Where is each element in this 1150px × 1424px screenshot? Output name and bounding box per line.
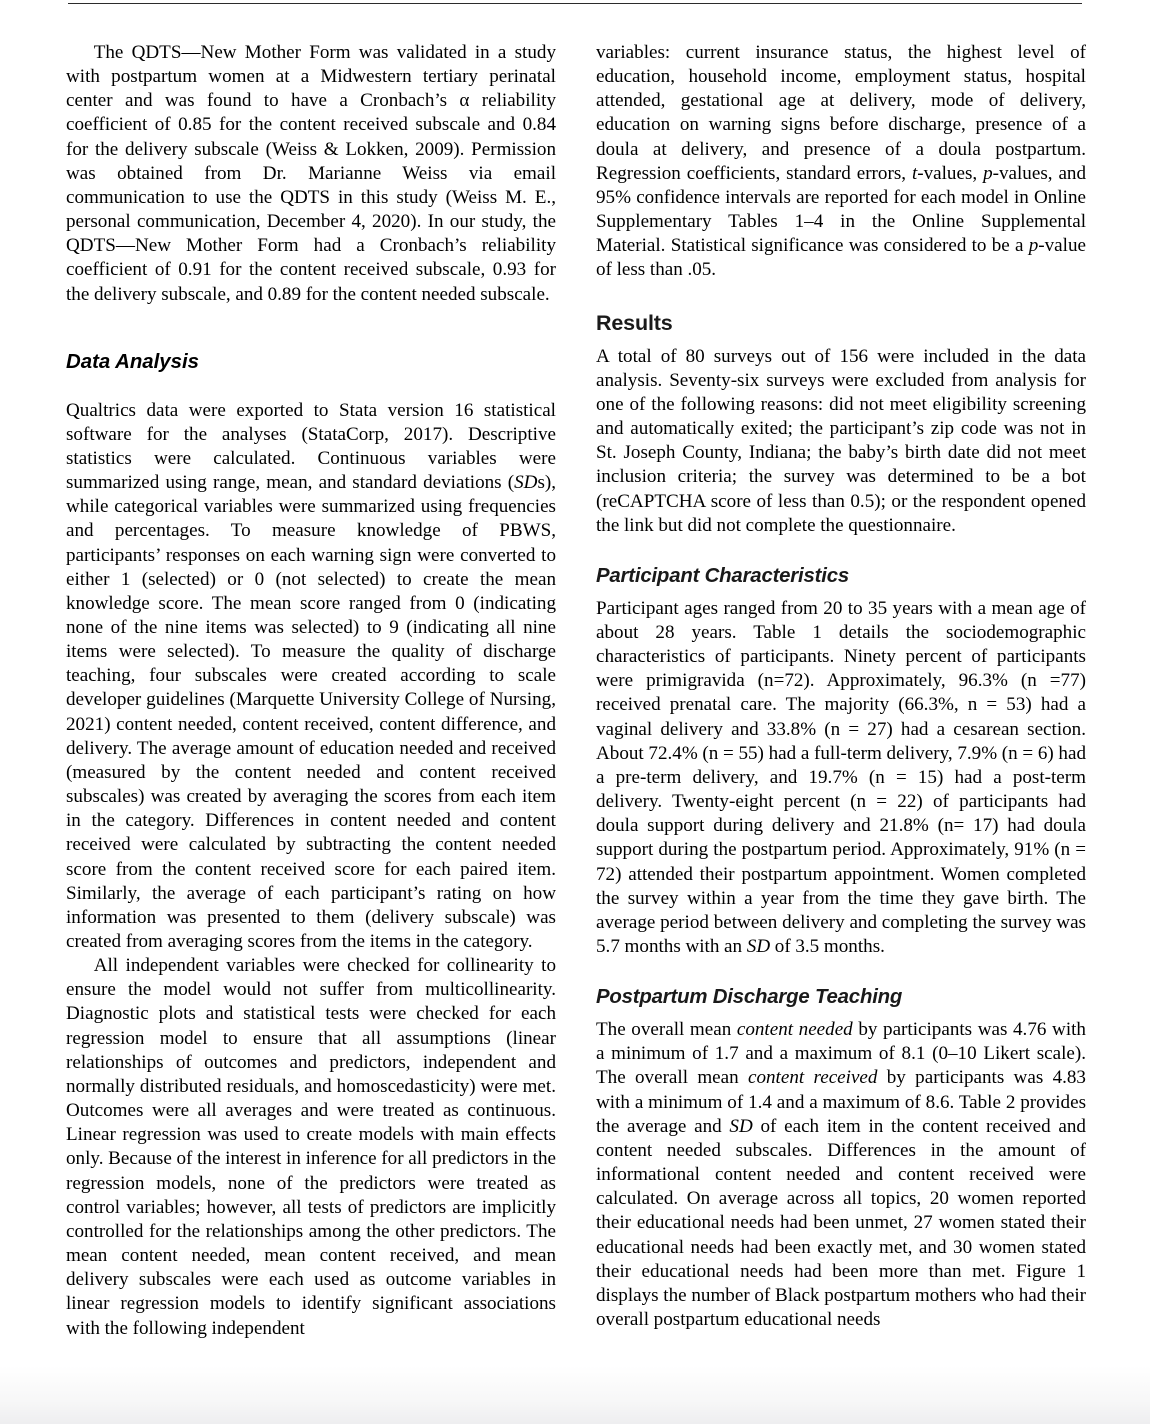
header-rule (68, 3, 1082, 4)
italic-content-needed: content needed (736, 1019, 853, 1041)
text-run: of 3.5 months. (770, 936, 885, 957)
heading-postpartum-discharge-teaching: Postpartum Discharge Teaching (596, 986, 903, 1009)
heading-results: Results (596, 310, 673, 335)
text-run: Qualtrics data were exported to Stata version 16 statistical software for the analyses (StataCorp, 2017). Descriptive statistics were calculated. Continuous variables were summarized using range, mean, and standard deviations ( (66, 399, 556, 494)
italic-sd: SD (729, 1115, 753, 1137)
text-run: -values, and 95% confidence intervals are reported for each model in Online Supplementary Tables 1–4 in the Online Supplemental Material. Statistical significance was considered to be a (596, 162, 1087, 257)
page-bottom-shadow (0, 1366, 1150, 1424)
two-column-body (66, 41, 1086, 1341)
italic-content-received: content received (747, 1067, 878, 1089)
text-run: variables: current insurance status, the highest level of education, household income, employment status, hospital attended, gestational age at delivery, mode of delivery, education on warning signs before discharge, presence of a doula at delivery, and presence of a doula postpartum. Regression coefficients, standard errors, (596, 42, 1086, 184)
text-run: s), while categorical variables were summarized using frequencies and percentages. To measure knowledge of PBWS, participants’ responses on each warning sign were converted to either 1 (selected) or 0 (not selected) to create the mean knowledge score. The mean score ranged from 0 (indicating none of the nine items was selected) to 9 (indicating all nine items were selected). To measure the quality of discharge teaching, four subscales were created according to scale developer guidelines (Marquette University College of Nursing, 2021) content needed, content received, content difference, and delivery. The average amount of education needed and received (measured by the content needed and content received subscales) was created by averaging the scores from each item in the category. Differences in content needed and content received were calculated by subtracting the content needed score from the content received score for each paired item. Similarly, the average of each participant’s rating on how information was presented to them (delivery subscale) was created from averaging scores from the items in the category. (66, 472, 556, 952)
italic-sd: SD (514, 472, 538, 494)
paragraph-surveys-included: A total of 80 surveys out of 156 were included in the data analysis. Seventy-six surveys were excluded from analysis for one of the following reasons: did not meet eligibility screening and automatically exited; the participant’s zip code was not in St. Joseph County, Indiana; the baby’s birth date did not meet inclusion criteria; the survey was determined to be a bot (reCAPTCHA score of less than 0.5); or the respondent opened the link but did not complete the questionnaire. (596, 345, 1086, 536)
text-run: Participant ages ranged from 20 to 35 years with a mean age of about 28 years. Table 1 details the sociodemographic characteristics of participants. Ninety percent of participants were primigravida (n=72). Approximately, 96.3% (n =77) received prenatal care. The majority (66.3%, n = 53) had a vaginal delivery and 33.8% (n = 27) had a cesarean section. About 72.4% (n = 55) had a full-term delivery, 7.9% (n = 6) had a pre-term delivery, and 19.7% (n = 15) had a post-term delivery. Twenty-eight percent (n = 22) of participants had doula support during delivery and 21.8% (n= 17) had doula support during the postpartum period. Approximately, 91% (n = 72) attended their postpartum appointment. Women completed the survey within a year from the time they gave birth. The average period between delivery and completing the survey was 5.7 months with an (596, 597, 1086, 957)
heading-data-analysis: Data Analysis (66, 350, 199, 373)
text-run: -values, (917, 162, 984, 184)
paragraph-participant-ages (596, 597, 1086, 959)
text-run: The overall mean (596, 1019, 737, 1041)
text-run: by participants was 4.83 with a minimum of 1.4 and a maximum of 8.6. Table 2 provides the average and (596, 1067, 1086, 1137)
left-column (66, 41, 556, 1341)
paragraph-collinearity: All independent variables were checked for collinearity to ensure the model would not suffer from multicollinearity. Diagnostic plots and statistical tests were checked for each regression model to ensure that all assumptions (linear relationships of outcomes and predictors, independent and normally distributed residuals, and homoscedasticity) were met. Outcomes were all averages and were treated as continuous. Linear regression was used to create models with main effects only. Because of the interest in inference for all predictors in the regression models, none of the predictors were treated as control variables; however, all tests of predictors are implicitly controlled for the relationships among the other predictors. The mean content needed, mean content received, and mean delivery subscales were each used as outcome variables in linear regression models to identify significant associations with the following independent (66, 955, 556, 1339)
italic-p: p (983, 162, 993, 184)
italic-t: t (911, 162, 918, 184)
italic-sd: SD (746, 936, 771, 957)
text-run: of each item in the content received and content needed subscales. Differences in the amount of informational content needed and content received were calculated. On average across all topics, 20 women reported their educational needs had been unmet, 27 women stated their educational needs had been exactly met, and 30 women stated their educational needs had been more than met. Figure 1 displays the number of Black postpartum mothers who had their overall postpartum educational needs (596, 1115, 1086, 1331)
paragraph-qualtrics-stata (66, 399, 556, 955)
right-column (596, 41, 1086, 1341)
heading-participant-characteristics: Participant Characteristics (596, 564, 849, 587)
text-run: -value of less than .05. (596, 235, 1086, 281)
paragraph-qdts-validation: The QDTS—New Mother Form was validated in a study with postpartum women at a Midwestern tertiary perinatal center and was found to have a Cronbach’s α reliability coefficient of 0.85 for the content received subscale and 0.84 for the delivery subscale (Weiss & Lokken, 2009). Permission was obtained from Dr. Marianne Weiss via email communication to use the QDTS in this study (Weiss M. E., personal communication, December 4, 2020). In our study, the QDTS—New Mother Form had a Cronbach’s reliability coefficient of 0.91 for the content received subscale, 0.93 for the delivery subscale, and 0.89 for the content needed subscale. (66, 42, 556, 305)
italic-p: p (1028, 235, 1039, 257)
paragraph-variables-list (596, 41, 1086, 283)
paragraph-content-needed-received (596, 1018, 1086, 1332)
text-run: by participants was 4.76 with a minimum of 1.7 and a maximum of 8.1 (0–10 Likert scale). The overall mean (596, 1019, 1086, 1089)
